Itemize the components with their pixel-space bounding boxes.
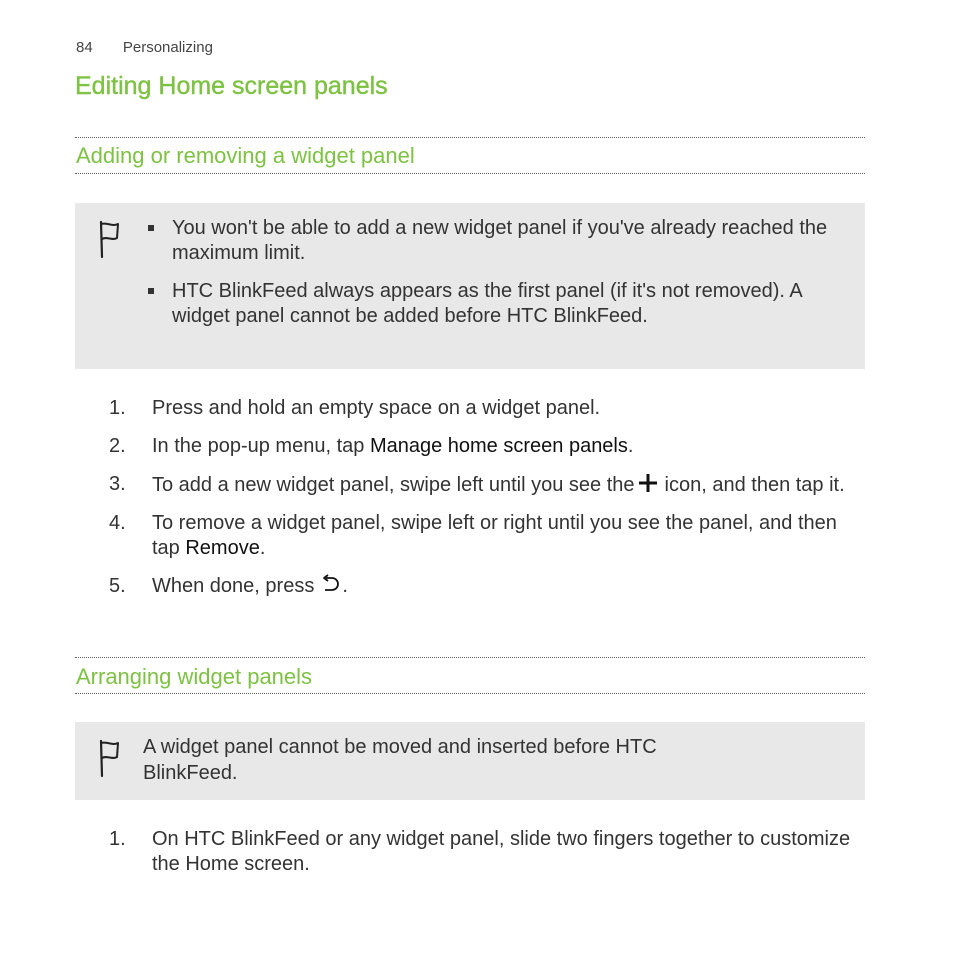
- section-heading-adding-removing: Adding or removing a widget panel: [75, 137, 865, 174]
- step-number: 3.: [109, 473, 126, 495]
- step-item: 5. When done, press .: [109, 575, 348, 597]
- ui-term-manage-panels: Manage home screen panels: [369, 435, 628, 457]
- page-header: [76, 39, 213, 56]
- plus-icon: [637, 472, 659, 494]
- note-item: HTC BlinkFeed always appears as the first panel (if it's not removed). A widget panel cannot be added before HTC BlinkFeed.: [148, 279, 848, 329]
- page-title: Editing Home screen panels: [75, 72, 388, 100]
- step-number: 4.: [109, 512, 126, 534]
- step-item: [100, 396, 870, 421]
- step-text: Press and hold an empty space on a widget panel.: [152, 397, 601, 419]
- step-text: To add a new widget panel, swipe left until you see the: [152, 474, 635, 496]
- step-item: 4. To remove a widget panel, swipe left or right until you see the panel, and then tap Remove.: [109, 512, 837, 559]
- step-text: To remove a widget panel, swipe left or right until you see the panel, and then tap: [152, 512, 837, 559]
- step-number: 5.: [109, 575, 126, 597]
- step-number: 1.: [109, 397, 126, 419]
- steps-list-adding-removing: [100, 396, 870, 612]
- step-item: [100, 827, 870, 877]
- step-item: 3. To add a new widget panel, swipe left until you see the icon, and then tap it.: [109, 473, 845, 496]
- ui-term-remove: Remove: [185, 537, 260, 559]
- page-number: 84: [76, 39, 93, 56]
- back-icon: [320, 574, 340, 594]
- note-box-arranging: [75, 722, 865, 800]
- step-number: 2.: [109, 435, 126, 457]
- note-box-adding-removing: [75, 203, 865, 369]
- flag-icon: [97, 219, 121, 259]
- section-heading-arranging: Arranging widget panels: [75, 657, 865, 694]
- step-item: 2. In the pop-up menu, tap Manage home screen panels.: [109, 435, 634, 457]
- header-section-name: Personalizing: [122, 39, 213, 56]
- step-number: 1.: [109, 828, 126, 850]
- note-item: You won't be able to add a new widget panel if you've already reached the maximum limit.: [148, 216, 848, 266]
- flag-icon: [97, 738, 121, 778]
- note-text: A widget panel cannot be moved and inserted before HTC BlinkFeed.: [143, 736, 657, 784]
- step-text: In the pop-up menu, tap: [152, 435, 370, 457]
- steps-list-arranging: [100, 827, 870, 890]
- step-text: When done, press: [152, 575, 315, 597]
- step-text: On HTC BlinkFeed or any widget panel, slide two fingers together to customize the Home screen.: [152, 828, 851, 875]
- note-list: [148, 216, 848, 342]
